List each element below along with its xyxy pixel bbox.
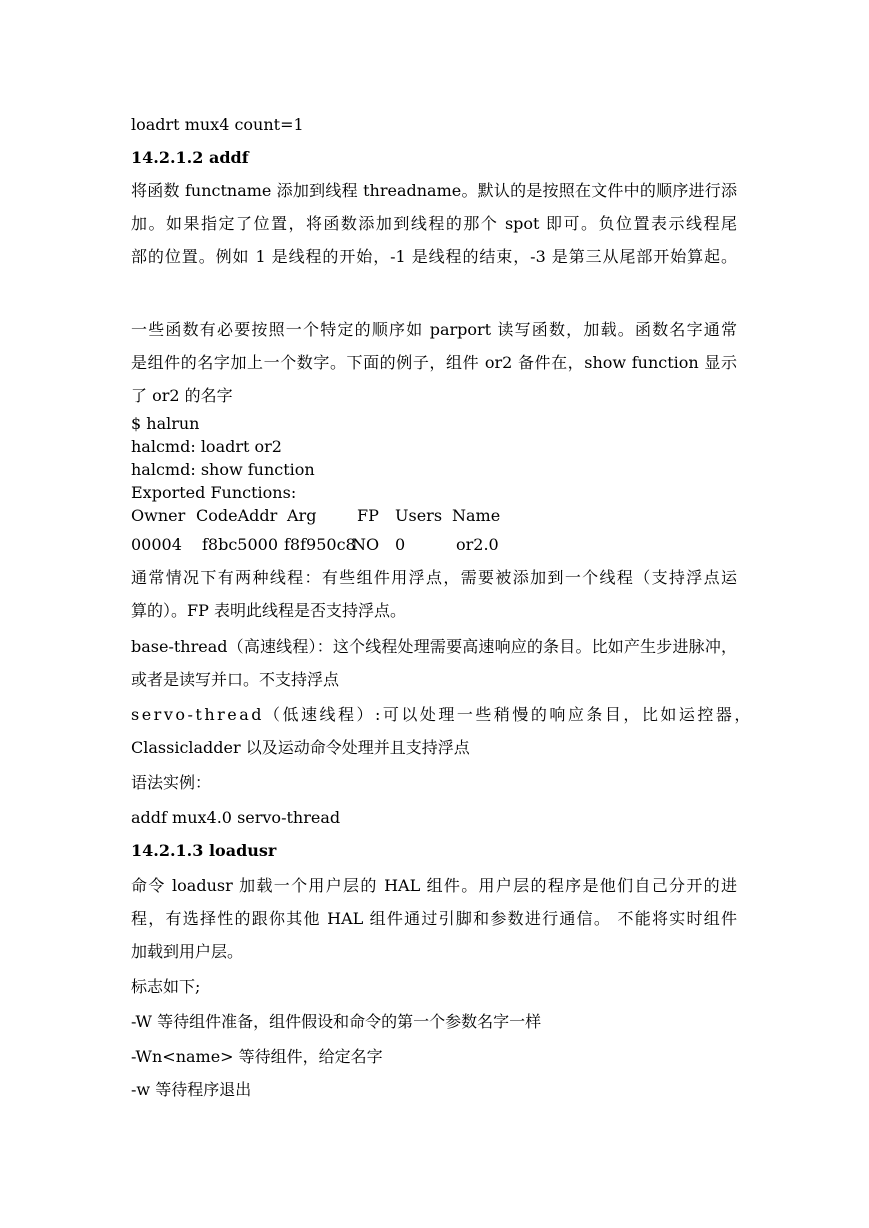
paragraph-line: 或者是读写并口。不支持浮点: [131, 670, 340, 689]
section-heading: 14.2.1.2 addf: [131, 148, 249, 167]
paragraph-line: 算的）。FP 表明此线程是否支持浮点。: [131, 601, 406, 620]
paragraph-line: 一些函数有必要按照一个特定的顺序如 parport 读写函数，加载。函数名字通常: [131, 320, 737, 339]
paragraph-line: servo-thread（低速线程）:可以处理一些稍慢的响应条目，比如运控器，: [131, 705, 753, 724]
paragraph-line: 标志如下;: [131, 977, 201, 996]
table-header: Owner: [131, 506, 186, 525]
table-cell: f8bc5000: [202, 535, 279, 554]
code-line: Exported Functions:: [131, 483, 297, 502]
code-line: $ halrun: [131, 414, 200, 433]
table-header: Users: [395, 506, 443, 525]
paragraph-line: 加。如果指定了位置，将函数添加到线程的那个 spot 即可。负位置表示线程尾: [131, 214, 737, 233]
table-header: FP: [357, 506, 379, 525]
paragraph-line: 了 or2 的名字: [131, 386, 233, 405]
code-line: halcmd: loadrt or2: [131, 437, 282, 456]
code-line: loadrt mux4 count=1: [131, 115, 304, 134]
paragraph-line: 程，有选择性的跟你其他 HAL 组件通过引脚和参数进行通信。 不能将实时组件: [131, 909, 737, 928]
paragraph-line: 语法实例：: [131, 773, 212, 792]
code-line: addf mux4.0 servo-thread: [131, 808, 341, 827]
flag-line: -w 等待程序退出: [131, 1080, 252, 1099]
table-header: Arg: [287, 506, 317, 525]
code-line: halcmd: show function: [131, 460, 315, 479]
section-heading: 14.2.1.3 loadusr: [131, 841, 277, 860]
paragraph-line: 命令 loadusr 加载一个用户层的 HAL 组件。用户层的程序是他们自己分开的进: [131, 876, 737, 895]
paragraph-line: 通常情况下有两种线程：有些组件用浮点，需要被添加到一个线程（支持浮点运: [131, 568, 737, 587]
table-header: Name: [452, 506, 501, 525]
paragraph-line: Classicladder 以及运动命令处理并且支持浮点: [131, 738, 470, 757]
paragraph-line: 加载到用户层。: [131, 942, 244, 961]
table-cell: or2.0: [456, 535, 499, 554]
table-cell: f8f950c8: [284, 535, 356, 554]
table-cell: 00004: [131, 535, 182, 554]
paragraph-line: 将函数 functname 添加到线程 threadname。默认的是按照在文件中的顺序进行添: [131, 181, 737, 200]
table-header: CodeAddr: [196, 506, 278, 525]
table-cell: NO: [352, 535, 380, 554]
table-cell: 0: [395, 535, 406, 554]
paragraph-line: 部的位置。例如 1 是线程的开始，-1 是线程的结束，-3 是第三从尾部开始算起。: [131, 247, 737, 266]
flag-line: -Wn<name> 等待组件，给定名字: [131, 1047, 383, 1066]
paragraph-line: 是组件的名字加上一个数字。下面的例子，组件 or2 备件在，show function 显示: [131, 353, 737, 372]
flag-line: -W 等待组件准备，组件假设和命令的第一个参数名字一样: [131, 1012, 542, 1031]
paragraph-line: base-thread（高速线程）：这个线程处理需要高速响应的条目。比如产生步进脉冲，: [131, 637, 737, 656]
